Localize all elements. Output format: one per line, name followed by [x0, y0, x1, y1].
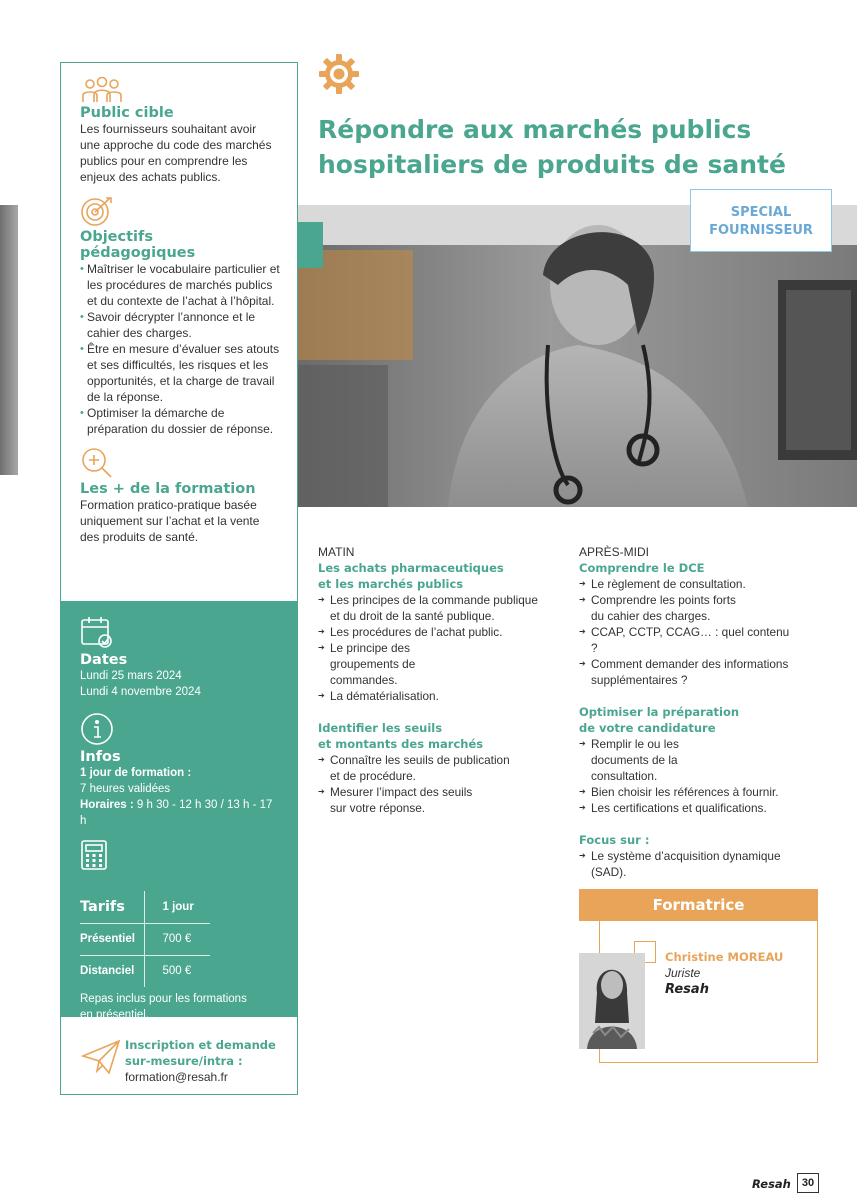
trainer-name: Christine MOREAU: [665, 950, 784, 964]
program-list: [318, 752, 518, 816]
inscription-email-link[interactable]: formation@resah.fr: [125, 1070, 228, 1084]
program-list: [579, 576, 799, 688]
meal-note-line-1: Repas inclus pour les formations: [80, 993, 247, 1005]
list-item: ➔ Les certifications et qualifications.: [579, 800, 801, 816]
footer-brand: Resah: [752, 1177, 791, 1191]
objectif-item: • Maîtriser le vocabulaire particulier et les procédures de marchés publics et du contexte de l’achat à l’hôpital.: [80, 261, 280, 309]
title-line-2: hospitaliers de produits de santé: [318, 150, 786, 179]
magnifier-plus-icon: [80, 447, 114, 479]
objectifs-list: [80, 261, 280, 437]
program-list: [318, 592, 540, 704]
objectifs-title: [80, 229, 279, 261]
horaires-line: [80, 797, 279, 829]
left-edge-photo: [0, 205, 18, 475]
hours-text: 7 heures validées: [80, 783, 171, 795]
list-item: ➔ Le système d’acquisition dynamique (SAD).: [579, 848, 819, 880]
plus-title: Les + de la formation: [80, 481, 256, 497]
list-item: ➔ Mesurer l’impact des seuils sur votre réponse.: [318, 784, 478, 816]
page-number: 30: [797, 1173, 819, 1193]
table-row: [80, 923, 210, 955]
objectifs-title-line-2: pédagogiques: [80, 245, 196, 261]
tarif-label: Distanciel: [80, 965, 135, 978]
calendar-icon: [80, 615, 114, 649]
program-block-title: [318, 720, 558, 752]
sidebar-top-section: [61, 63, 297, 601]
inscription-text: [125, 1037, 276, 1085]
inscription-line-1: Inscription et demande: [125, 1038, 276, 1052]
program-list: [579, 848, 819, 880]
infos-title: Infos: [80, 749, 121, 765]
date-line: Lundi 4 novembre 2024: [80, 686, 201, 698]
list-item: ➔ Le principe des groupements de commandes.: [318, 640, 478, 688]
list-item: ➔ Les procédures de l’achat public.: [318, 624, 540, 640]
objectif-item: • Optimiser la démarche de préparation du dossier de réponse.: [80, 405, 280, 437]
formatrice-heading: Formatrice: [579, 889, 818, 921]
date-line: Lundi 25 mars 2024: [80, 670, 182, 682]
program-block-title: [579, 704, 819, 736]
objectifs-title-line-1: Objectifs: [80, 229, 153, 245]
public-cible-text: Les fournisseurs souhaitant avoir une approche du code des marchés publics pour en comprendre les enjeux des achats publics.: [80, 122, 272, 184]
tarif-value: 700 €: [144, 923, 210, 955]
badge-line-1: SPECIAL: [730, 205, 792, 220]
calculator-icon: [80, 839, 108, 871]
program-list: [579, 736, 801, 816]
sidebar-practical-info: [61, 601, 297, 1021]
list-item: ➔ Comprendre les points forts du cahier des charges.: [579, 592, 749, 624]
plus-text: Formation pratico-pratique basée uniquement sur l’achat et la vente des produits de santé.: [80, 498, 260, 544]
program-block-title: Comprendre le DCE: [579, 561, 705, 575]
block-title-line: Identifier les seuils: [318, 721, 443, 735]
duration-label: 1 jour de formation :: [80, 767, 192, 779]
list-item: ➔ Les principes de la commande publique et du droit de la santé publique.: [318, 592, 540, 624]
public-cible-title: Public cible: [80, 105, 174, 121]
horaires-label: Horaires :: [80, 799, 134, 811]
trainer-portrait: [579, 953, 645, 1049]
list-item: ➔ La dématérialisation.: [318, 688, 540, 704]
gear-icon: [318, 53, 360, 95]
list-item: ➔ Comment demander des informations supplémentaires ?: [579, 656, 799, 688]
target-icon: [80, 195, 114, 227]
table-row: [80, 955, 210, 987]
special-fournisseur-badge: [690, 189, 832, 252]
tarifs-column-header: 1 jour: [144, 891, 210, 923]
apres-midi-heading: APRÈS-MIDI: [579, 545, 650, 559]
inscription-section: [61, 1017, 297, 1094]
meal-note-line-2: en présentiel.: [80, 1009, 150, 1021]
objectif-item: • Savoir décrypter l’annonce et le cahier des charges.: [80, 309, 280, 341]
matin-column: [318, 544, 558, 816]
block-title-line: Optimiser la préparation: [579, 705, 740, 719]
horaires-value: 9 h 30 - 12 h 30 / 13 h - 17 h: [80, 799, 273, 827]
program-block-title: Focus sur :: [579, 833, 650, 847]
page-title: [318, 112, 838, 182]
title-line-1: Répondre aux marchés publics: [318, 115, 752, 144]
block-title-line: Les achats pharmaceutiques: [318, 561, 504, 575]
portrait-illustration: [579, 953, 645, 1049]
objectif-item: • Être en mesure d’évaluer ses atouts et ses difficultés, les risques et les opportunités, et la charge de travail de la réponse.: [80, 341, 280, 405]
trainer-role: Juriste: [665, 966, 701, 980]
dates-title: Dates: [80, 652, 128, 668]
block-title-line: de votre candidature: [579, 721, 716, 735]
tarif-value: 500 €: [144, 955, 210, 987]
people-icon: [80, 75, 124, 103]
tarifs-title: Tarifs: [80, 891, 144, 923]
list-item: ➔ Bien choisir les références à fournir.: [579, 784, 801, 800]
trainer-organization: Resah: [665, 982, 709, 997]
tarifs-table: [80, 891, 210, 987]
matin-heading: MATIN: [318, 545, 355, 559]
program-block-title: [318, 560, 558, 592]
block-title-line: et les marchés publics: [318, 577, 464, 591]
apres-midi-column: [579, 544, 819, 880]
list-item: ➔ Remplir le ou les documents de la consultation.: [579, 736, 739, 784]
list-item: ➔ Le règlement de consultation.: [579, 576, 799, 592]
badge-line-2: FOURNISSEUR: [709, 223, 813, 238]
tarif-label: Présentiel: [80, 923, 144, 955]
list-item: ➔ Connaître les seuils de publication et de procédure.: [318, 752, 518, 784]
list-item: ➔ CCAP, CCTP, CCAG… : quel contenu ?: [579, 624, 799, 656]
info-sidebar: [60, 62, 298, 1095]
inscription-line-2: sur-mesure/intra :: [125, 1054, 243, 1068]
info-icon: [80, 712, 114, 746]
block-title-line: et montants des marchés: [318, 737, 484, 751]
tarifs-header-row: [80, 891, 210, 923]
paper-plane-icon: [81, 1039, 121, 1075]
